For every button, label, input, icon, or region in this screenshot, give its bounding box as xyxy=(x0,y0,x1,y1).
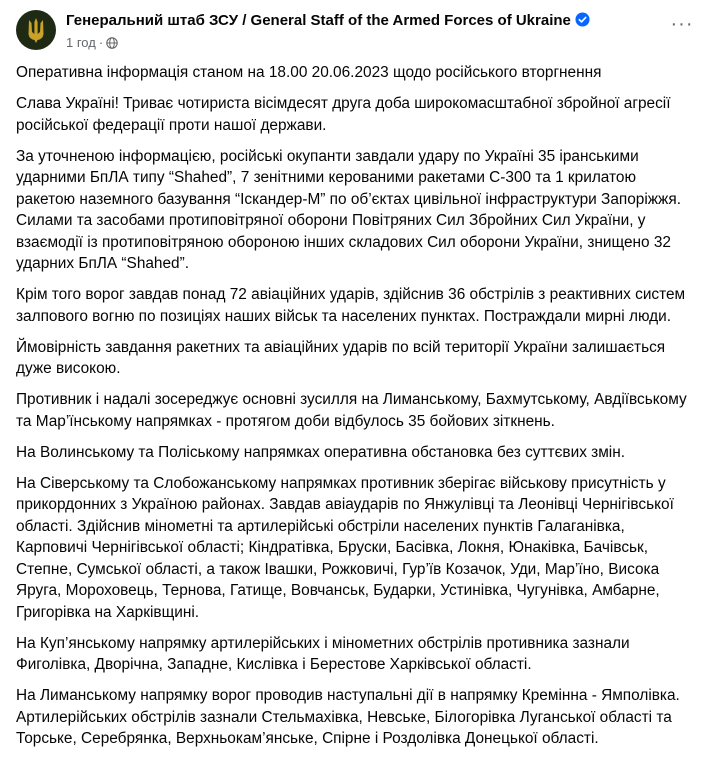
post-body xyxy=(16,62,694,759)
more-options-icon[interactable]: ··· xyxy=(670,13,694,35)
meta-separator: · xyxy=(98,35,104,50)
post-timestamp[interactable]: 1 год xyxy=(66,35,96,50)
post-paragraph-6: Противник і надалі зосереджує основні зусилля на Лиманському, Бахмутському, Авдіївському та Мар’їнському напрямках - протягом доби відбулось 35 бойових зіткнень. xyxy=(16,391,687,430)
post-meta xyxy=(66,35,118,52)
verified-badge-icon xyxy=(575,12,590,31)
page-name-row xyxy=(66,12,590,31)
trident-emblem-icon xyxy=(16,10,56,50)
post-paragraph-1: Оперативна інформація станом на 18.00 20.06.2023 щодо російського вторгнення xyxy=(16,64,602,81)
post-paragraph-3: За уточненою інформацією, російські окупанти завдали удару по Україні 35 іранськими ударними БпЛА типу “Shahed”, 7 зенітними керованими ракетами С-300 та 1 крилатою ракетою наземного базування “Іскандер-М” по об’єктах цивільної інфраструктури Запоріжжя. Силами та засобами протиповітряної оборони Повітряних Сил Збройних Сил України, у взаємодії із протиповітряною обороною інших складових Сил оборони України, знищено 32 ударних БпЛА “Shahed”. xyxy=(16,147,681,272)
post-paragraph-7: На Волинському та Поліському напрямках оперативна обстановка без суттєвих змін. xyxy=(16,443,625,461)
post-paragraph-8: На Сіверському та Слобожанському напрямках противник зберігає військову присутність у прикордонних з Україною районах. Завдав авіаударів по Янжулівці та Леонівці Чернігівської області. Здійснив мінометні та артилерійські обстріли населених пунктів Галаганівка, Карповичі Чернігівської області; Кіндратівка, Бруски, Басівка, Локня, Юнаківка, Бачівськ, Степне, Сумської області, а також Івашки, Рожковичі, Гур’їв Козачок, Уди, Мар’їно, Висока Яруга, Мороховець, Тернова, Гатище, Вовчанськ, Бударки, Устинівка, Чугунівка, Амбарне, Григорівка на Харківщині. xyxy=(16,474,674,621)
post-header xyxy=(16,10,696,58)
post-paragraph-5: Ймовірність завдання ракетних та авіаційних ударів по всій території України залишається дуже високою. xyxy=(16,338,666,377)
post-paragraph-9: На Куп’янському напрямку артилерійських і мінометних обстрілів противника зазнали Фиголівка, Дворічна, Западне, Кислівка і Берестове Харківської області. xyxy=(16,634,630,673)
post-paragraph-2: Слава Україні! Триває чотириста вісімдесят друга доба широкомасштабної збройної агресії російської федерації проти нашої держави. xyxy=(16,95,671,134)
post-paragraph-10: На Лиманському напрямку ворог проводив наступальні дії в напрямку Кремінна - Ямполівка. Артилерійських обстрілів зазнали Стельмахівка, Невське, Білогорівка Луганської області та Торське, Серебрянка, Верхньокам’янське, Спірне і Роздолівка Донецької області. xyxy=(16,687,680,747)
page-name-link[interactable]: Генеральний штаб ЗСУ / General Staff of the Armed Forces of Ukraine xyxy=(66,12,571,29)
post-paragraph-4: Крім того ворог завдав понад 72 авіаційних ударів, здійснив 36 обстрілів з реактивних систем залпового вогню по позиціях наших військ та населених пунктах. Постраждали мирні люди. xyxy=(16,286,686,325)
page-avatar[interactable] xyxy=(16,10,56,50)
globe-icon[interactable] xyxy=(106,37,118,52)
